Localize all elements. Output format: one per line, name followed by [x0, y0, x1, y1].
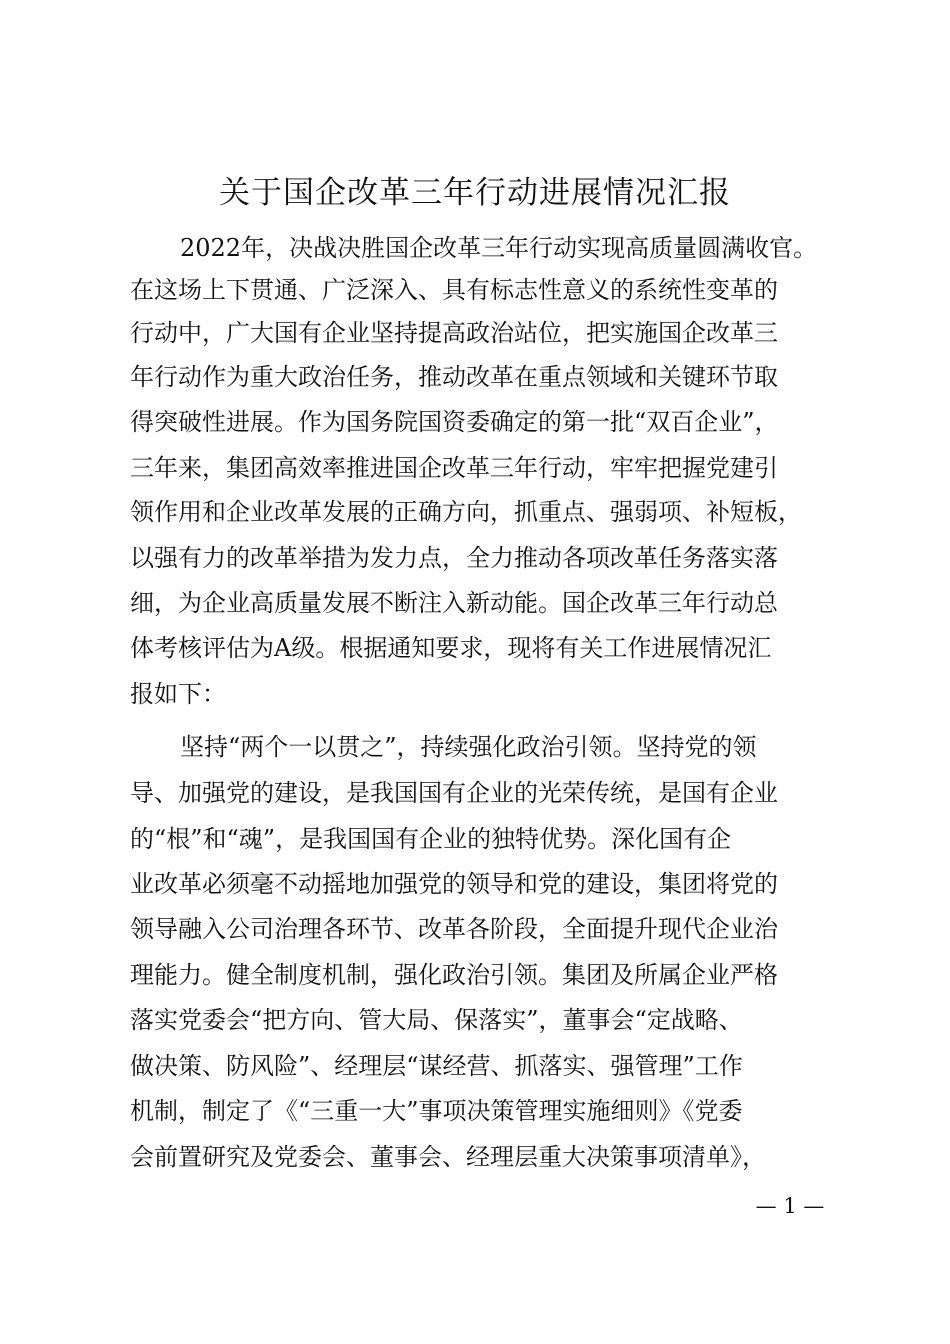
paragraph-1-line-9: 细，为企业高质量发展不断注入新动能。国企改革三年行动总: [130, 589, 778, 617]
paragraph-2-line-8: 做决策、防风险”、经理层“谋经营、抓落实、强管理”工作: [130, 1052, 743, 1080]
paragraph-1-line-2: 在这场上下贯通、广泛深入、具有标志性意义的系统性变革的: [130, 276, 778, 304]
paragraph-2-line-1: 坚持“两个一以贯之”，持续强化政治引领。坚持党的领: [180, 733, 757, 761]
paragraph-2-line-3: 的“根”和“魂”，是我国国有企业的独特优势。深化国有企: [130, 825, 732, 853]
paragraph-1-line-3: 行动中，广大国有企业坚持提高政治站位，把实施国企改革三: [130, 319, 778, 347]
document-title: 关于国企改革三年行动进展情况汇报: [219, 175, 731, 211]
paragraph-1-line-1: 2022年，决战决胜国企改革三年行动实现高质量圆满收官。: [180, 234, 818, 262]
paragraph-2-line-2: 导、加强党的建设，是我国国有企业的光荣传统，是国有企业: [130, 779, 778, 807]
paragraph-2-line-9: 机制，制定了《“三重一大”事项决策管理实施细则》《党委: [130, 1097, 743, 1125]
paragraph-1-line-11: 报如下：: [130, 680, 226, 708]
paragraph-1-line-6: 三年来，集团高效率推进国企改革三年行动，牢牢把握党建引: [130, 454, 778, 482]
page-number: — 1 —: [755, 1194, 825, 1218]
paragraph-2-line-7: 落实党委会“把方向、管大局、保落实”，董事会“定战略、: [130, 1006, 743, 1034]
paragraph-1-line-5: 得突破性进展。作为国务院国资委确定的第一批“双百企业”，: [130, 408, 779, 436]
paragraph-1-line-10: 体考核评估为A级。根据通知要求，现将有关工作进展情况汇: [130, 634, 772, 662]
paragraph-2-line-4: 业改革必须毫不动摇地加强党的领导和党的建设，集团将党的: [130, 870, 778, 898]
paragraph-1-line-7: 领作用和企业改革发展的正确方向，抓重点、强弱项、补短板，: [130, 498, 802, 526]
paragraph-2-line-5: 领导融入公司治理各环节、改革各阶段，全面提升现代企业治: [130, 915, 778, 943]
paragraph-1-line-8: 以强有力的改革举措为发力点，全力推动各项改革任务落实落: [130, 544, 778, 572]
paragraph-1-line-4: 年行动作为重大政治任务，推动改革在重点领域和关键环节取: [130, 363, 778, 391]
paragraph-2-line-6: 理能力。健全制度机制，强化政治引领。集团及所属企业严格: [130, 961, 778, 989]
paragraph-2-line-10: 会前置研究及党委会、董事会、经理层重大决策事项清单》，: [130, 1143, 766, 1171]
